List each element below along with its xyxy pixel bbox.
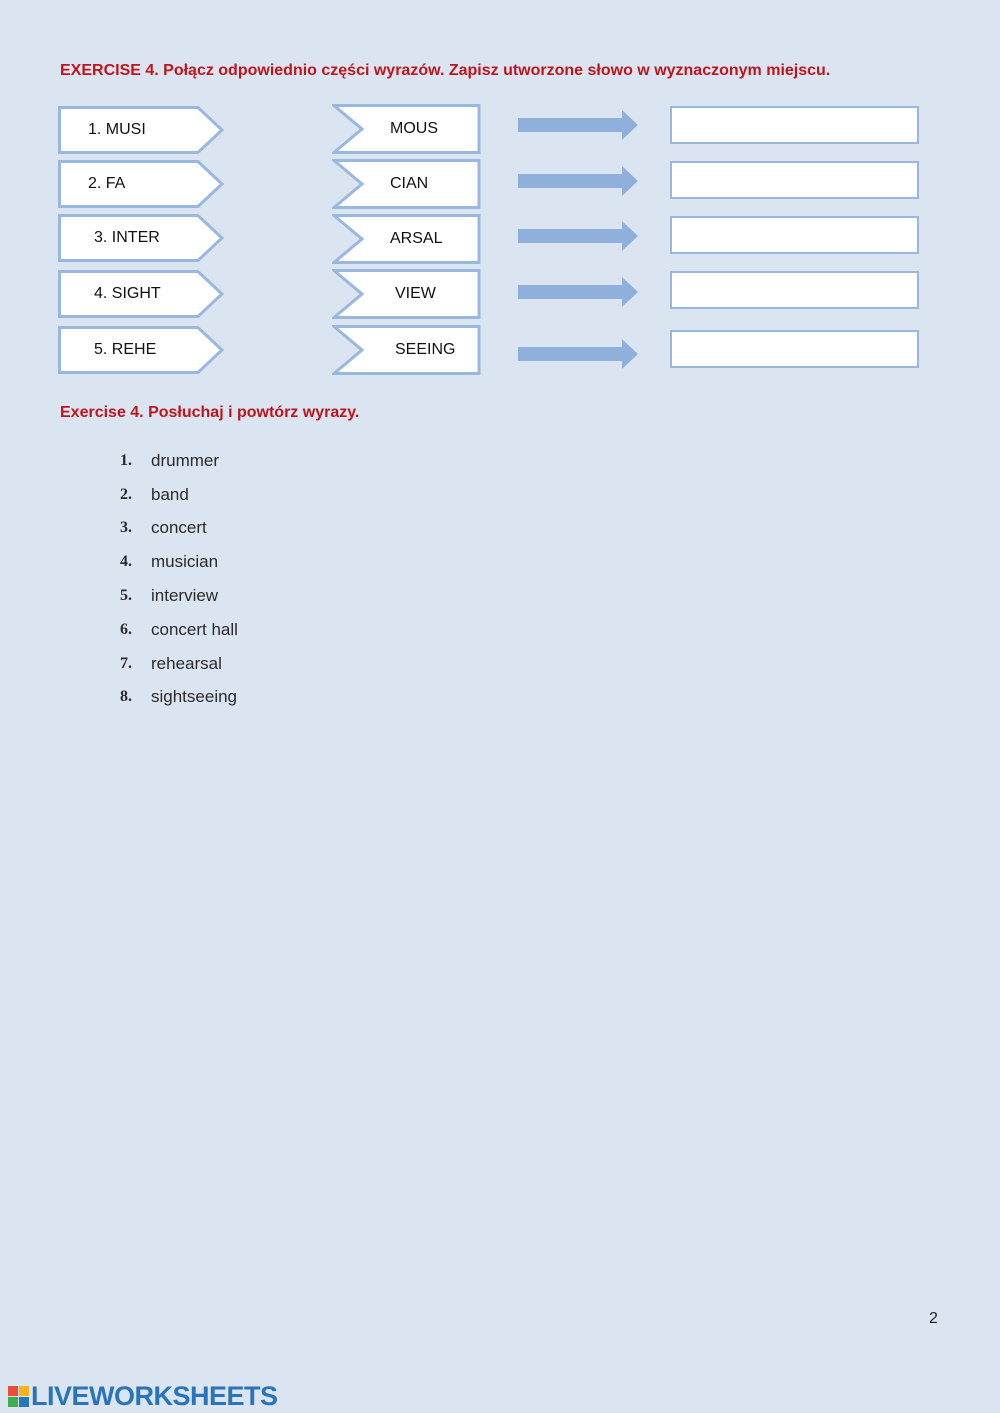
right-part-tile[interactable]	[332, 159, 482, 209]
list-item-number: 3.	[120, 519, 132, 537]
left-part-tile[interactable]	[58, 106, 224, 154]
list-item	[120, 647, 238, 681]
list-item	[120, 681, 238, 715]
list-item-number: 8.	[120, 688, 132, 706]
list-item-number: 1.	[120, 451, 132, 469]
list-item-word: band	[151, 484, 189, 504]
list-item-number: 5.	[120, 587, 132, 605]
right-part-label: CIAN	[390, 175, 429, 192]
logo-mark-icon	[8, 1386, 29, 1407]
left-part-label: 4. SIGHT	[94, 285, 161, 302]
right-part-tile[interactable]	[332, 269, 482, 319]
left-part-tile[interactable]	[58, 214, 224, 262]
page-number: 2	[929, 1310, 938, 1327]
answer-input-2[interactable]	[670, 161, 919, 199]
list-item-word: interview	[151, 586, 219, 606]
right-part-label: VIEW	[395, 285, 436, 302]
list-item-word: rehearsal	[151, 653, 222, 673]
arrow-right-icon	[518, 166, 640, 196]
right-part-tile[interactable]	[332, 214, 482, 264]
pentagon-shape	[58, 160, 224, 208]
left-part-label: 1. MUSI	[88, 121, 146, 138]
answer-input-5[interactable]	[670, 330, 919, 368]
arrow-right-icon	[518, 110, 640, 140]
arrow-right-icon	[518, 221, 640, 251]
list-item	[120, 444, 238, 478]
right-part-tile[interactable]	[332, 325, 482, 375]
list-item	[120, 512, 238, 546]
right-part-label: MOUS	[390, 120, 438, 137]
list-item-word: sightseeing	[151, 687, 238, 707]
list-item-number: 2.	[120, 485, 132, 503]
left-part-label: 2. FA	[88, 175, 126, 192]
list-item-word: concert hall	[151, 619, 238, 639]
left-part-tile[interactable]	[58, 160, 224, 208]
right-part-label: SEEING	[395, 341, 456, 358]
left-part-tile[interactable]	[58, 270, 224, 318]
right-part-tile[interactable]	[332, 104, 482, 154]
list-item	[120, 545, 238, 579]
list-item-number: 4.	[120, 553, 132, 571]
left-part-label: 3. INTER	[94, 229, 160, 246]
liveworksheets-logo[interactable]	[8, 1381, 278, 1412]
arrow-right-icon	[518, 339, 640, 369]
answer-input-1[interactable]	[670, 106, 919, 144]
list-item	[120, 613, 238, 647]
left-part-label: 5. REHE	[94, 341, 157, 358]
exercise-match-title: EXERCISE 4. Połącz odpowiednio części wyrazów. Zapisz utworzone słowo w wyznaczonym miejscu.	[60, 62, 831, 79]
logo-text: LIVEWORKSHEETS	[31, 1381, 278, 1411]
list-item	[120, 478, 238, 512]
list-item-number: 6.	[120, 620, 132, 638]
list-item-word: musician	[151, 552, 219, 572]
list-item-number: 7.	[120, 654, 132, 672]
exercise-listen-title: Exercise 4. Posłuchaj i powtórz wyrazy.	[60, 404, 360, 421]
right-part-label: ARSAL	[390, 230, 443, 247]
list-item	[120, 579, 238, 613]
list-item-word: drummer	[151, 450, 220, 470]
arrow-right-icon	[518, 277, 640, 307]
left-part-tile[interactable]	[58, 326, 224, 374]
answer-input-4[interactable]	[670, 271, 919, 309]
answer-input-3[interactable]	[670, 216, 919, 254]
list-item-word: concert	[151, 518, 207, 538]
word-list	[120, 444, 238, 714]
